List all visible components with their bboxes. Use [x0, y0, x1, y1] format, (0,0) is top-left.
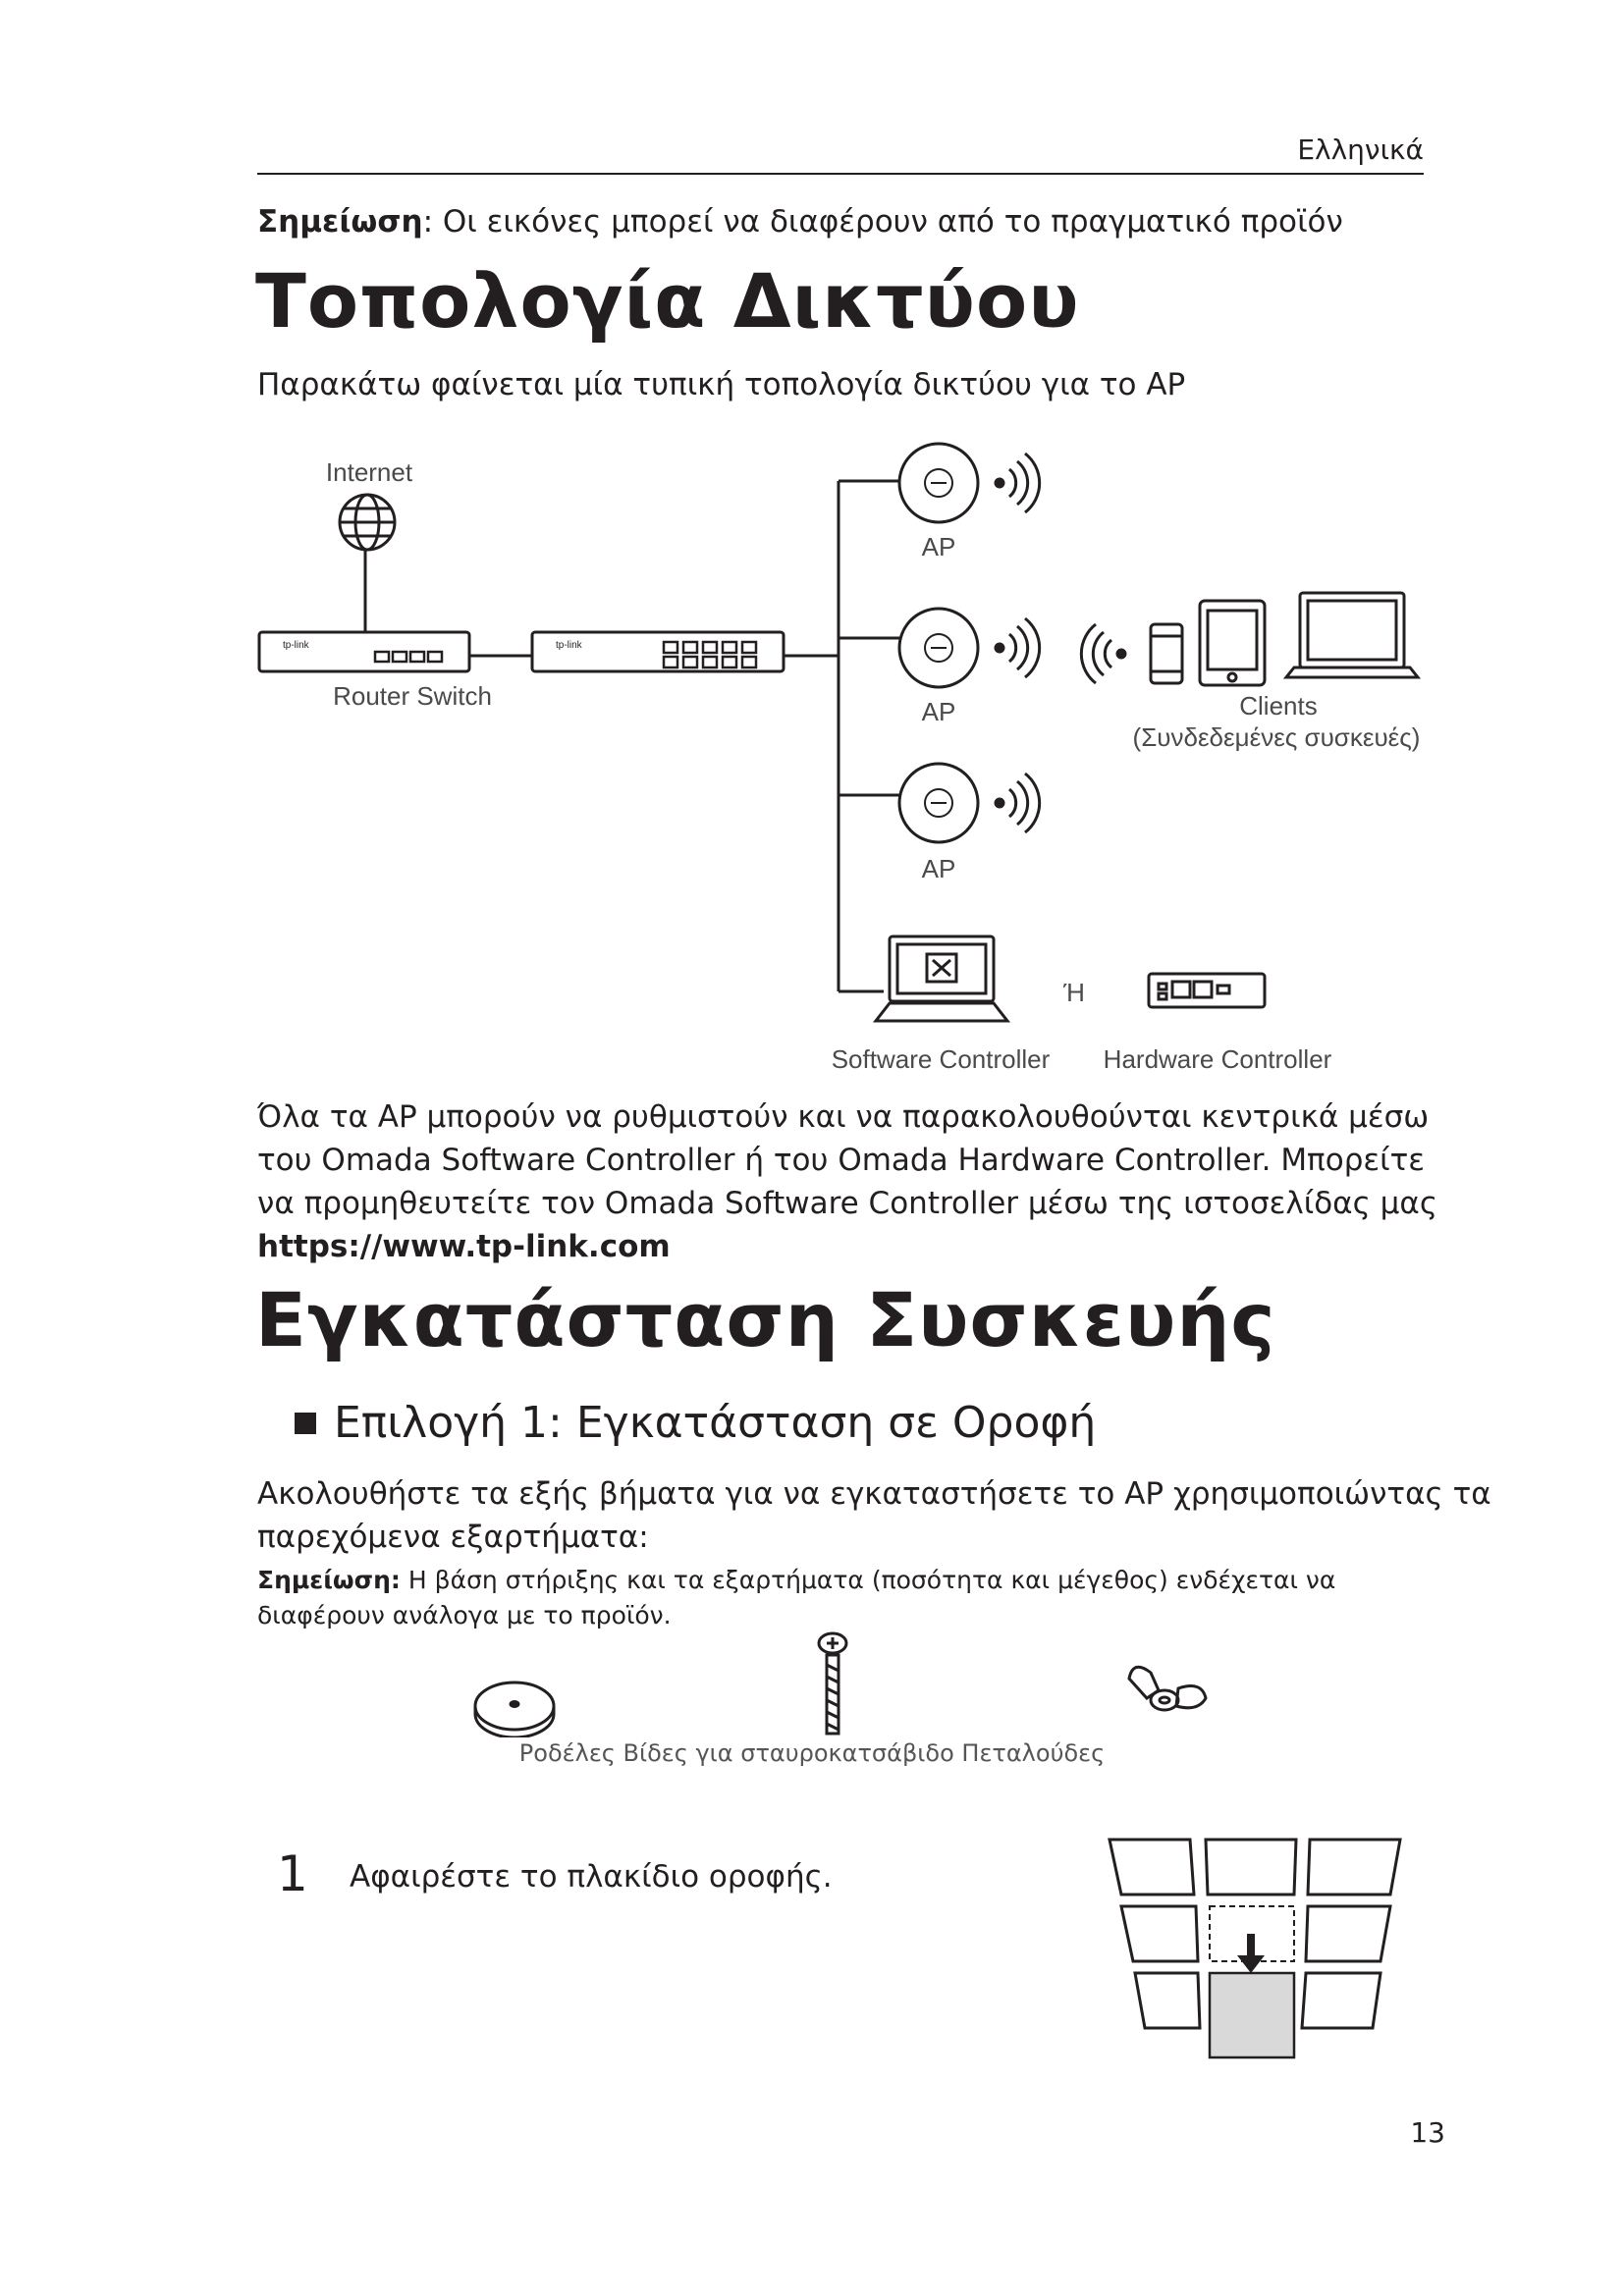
phone-icon — [1151, 624, 1182, 683]
switch-icon — [532, 632, 784, 671]
hardware-controller-icon — [1149, 974, 1265, 1007]
option-title-text: Επιλογή 1: Εγκατάσταση σε Οροφή — [334, 1398, 1097, 1448]
ap-label: AP — [921, 854, 956, 883]
access-point-icon — [899, 444, 978, 522]
wifi-signal-icon — [996, 774, 1040, 832]
screw-icon — [819, 1633, 846, 1734]
note-text: : Οι εικόνες μπορεί να διαφέρουν από το πραγματικό προϊόν — [422, 204, 1343, 240]
accessories-label: Ροδέλες Βίδες για σταυροκατσάβιδο Πεταλούδες — [518, 1739, 1106, 1767]
svg-text:tp-link: tp-link — [556, 640, 582, 651]
access-point-icon — [899, 609, 978, 687]
software-controller-label: Software Controller — [831, 1044, 1051, 1074]
instruction-line: Ακολουθήστε τα εξής βήματα για να εγκαταστήσετε το AP χρησιμοποιώντας τα — [257, 1476, 1491, 1512]
globe-icon — [340, 495, 395, 550]
step-text: Αφαιρέστε το πλακίδιο οροφής. — [350, 1859, 833, 1895]
note-label: Σημείωση — [257, 204, 423, 240]
wifi-receive-icon — [1081, 624, 1125, 683]
clients-sublabel: (Συνδεδεμένες συσκευές) — [1132, 722, 1421, 752]
paragraph-line: Όλα τα AP μπορούν να ρυθμιστούν και να παρακολουθούνται κεντρικά μέσω — [257, 1099, 1430, 1135]
wing-nut-icon — [1129, 1667, 1206, 1710]
topology-intro: Παρακάτω φαίνεται μία τυπική τοπολογία δικτύου για το AP — [257, 367, 1186, 402]
bullet-square-icon — [295, 1413, 316, 1434]
language-label: Ελληνικά — [1297, 133, 1424, 166]
step-number: 1 — [277, 1845, 308, 1902]
wifi-signal-icon — [996, 618, 1040, 677]
section-title-installation: Εγκατάσταση Συσκευής — [255, 1276, 1276, 1363]
install-instructions — [257, 1472, 1491, 1559]
section-title-topology: Τοπολογία Δικτύου — [255, 257, 1080, 345]
note-label: Σημείωση: — [257, 1566, 401, 1594]
network-topology-diagram — [0, 0, 1624, 1099]
note-text: Η βάση στήριξης και τα εξαρτήματα (ποσότητα και μέγεθος) ενδέχεται να — [400, 1566, 1336, 1594]
controller-paragraph — [257, 1095, 1438, 1268]
access-point-icon — [899, 764, 978, 842]
laptop-icon — [1286, 593, 1418, 677]
mounting-note — [257, 1563, 1435, 1633]
website-link[interactable]: https://www.tp-link.com — [257, 1229, 671, 1264]
ap-label: AP — [921, 697, 956, 726]
tablet-icon — [1200, 601, 1265, 685]
paragraph-line: του Omada Software Controller ή του Omada Hardware Controller. Μπορείτε — [257, 1143, 1426, 1178]
option-title — [295, 1398, 1096, 1448]
washer-icon — [475, 1682, 554, 1737]
or-label: Ή — [1063, 978, 1085, 1007]
software-controller-laptop-icon — [876, 936, 1007, 1021]
clients-label: Clients — [1239, 691, 1318, 721]
wifi-signal-icon — [996, 454, 1040, 512]
internet-label: Internet — [325, 457, 413, 487]
arrow-down-icon — [1237, 1934, 1265, 1973]
accessories-illustration — [0, 1629, 1624, 1737]
ap-label: AP — [921, 532, 956, 561]
router-switch-label: Router Switch — [333, 681, 492, 711]
router-icon — [259, 632, 469, 671]
paragraph-line: να προμηθευτείτε τον Omada Software Controller μέσω της ιστοσελίδας μας — [257, 1186, 1438, 1221]
hardware-controller-label: Hardware Controller — [1103, 1044, 1332, 1074]
note-text: διαφέρουν ανάλογα με το προϊόν. — [257, 1601, 672, 1629]
page-number: 13 — [1410, 2116, 1445, 2149]
svg-text:tp-link: tp-link — [283, 640, 309, 651]
instruction-line: παρεχόμενα εξαρτήματα: — [257, 1520, 649, 1555]
ceiling-tile-illustration — [1100, 1836, 1414, 2061]
